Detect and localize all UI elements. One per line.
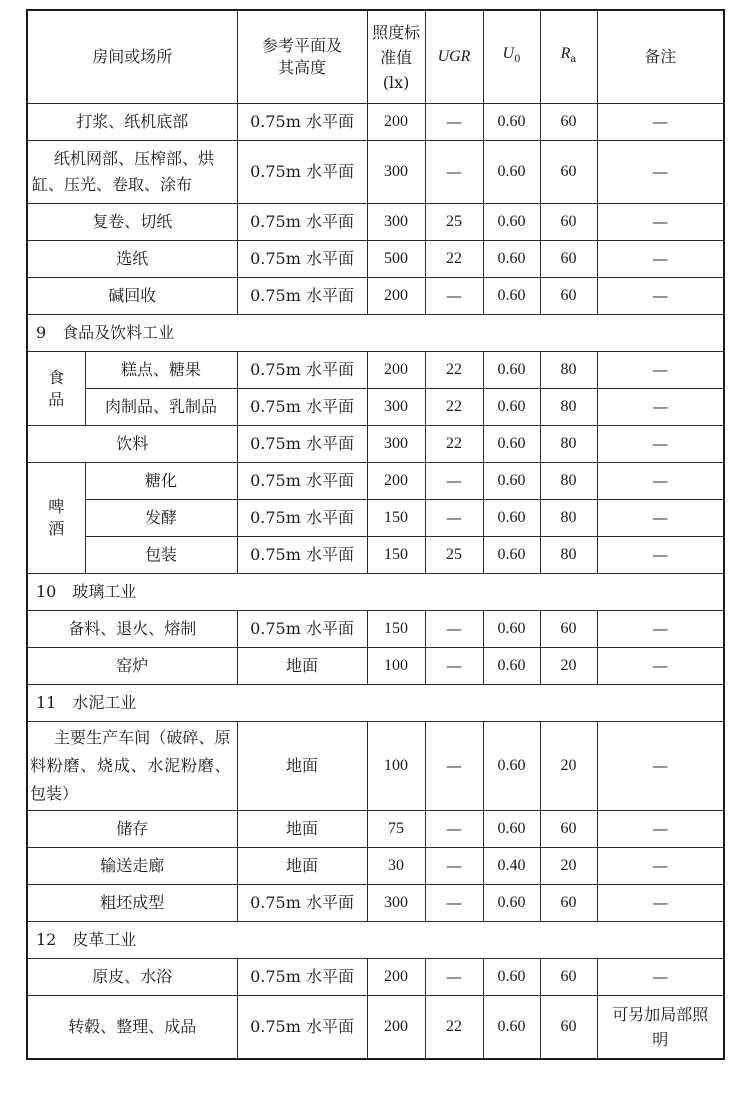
u0-value: 0.60 [483,104,540,141]
lux-value: 30 [367,848,425,885]
remark-value: — [597,648,724,685]
ra-value: 20 [540,648,597,685]
header-room: 房间或场所 [27,10,237,104]
u0-value: 0.60 [483,959,540,996]
lux-value: 500 [367,241,425,278]
table-row [27,204,724,241]
ra-value: 60 [540,959,597,996]
table-row [27,500,724,537]
lux-value: 75 [367,811,425,848]
room-name: 发酵 [85,500,237,537]
lux-value: 300 [367,204,425,241]
ugr-value: — [425,141,483,204]
ra-value: 80 [540,500,597,537]
lux-value: 300 [367,389,425,426]
ugr-value: — [425,104,483,141]
header-ra: $R_a$ [540,10,597,104]
ugr-value: 25 [425,204,483,241]
ra-value: 20 [540,848,597,885]
ugr-value: 22 [425,996,483,1060]
lux-value: 200 [367,959,425,996]
lux-value: 100 [367,722,425,811]
remark-value: — [597,241,724,278]
lux-value: 150 [367,611,425,648]
header-ref-plane: 参考平面及其高度 [237,10,367,104]
remark-value: — [597,104,724,141]
section-row [27,922,724,959]
table-row [27,389,724,426]
u0-value: 0.60 [483,537,540,574]
section-heading: 11 水泥工业 [27,685,724,722]
u0-value: 0.60 [483,611,540,648]
ref-plane: 0.75m 水平面 [237,885,367,922]
u0-value: 0.40 [483,848,540,885]
header-lux-standard: 照度标准值(lx) [367,10,425,104]
ugr-value: — [425,811,483,848]
header-ugr: UGR [425,10,483,104]
table-row [27,648,724,685]
table-row [27,885,724,922]
section-row [27,315,724,352]
ra-value: 60 [540,811,597,848]
ra-value: 60 [540,141,597,204]
ra-value: 80 [540,389,597,426]
header-u0: $U_0$ [483,10,540,104]
ref-plane: 0.75m 水平面 [237,141,367,204]
ra-value: 60 [540,278,597,315]
ra-value: 60 [540,611,597,648]
remark-value: 可另加局部照明 [597,996,724,1060]
remark-value: — [597,500,724,537]
remark-value: — [597,885,724,922]
ref-plane: 0.75m 水平面 [237,104,367,141]
table-row [27,278,724,315]
ugr-value: — [425,278,483,315]
lux-value: 300 [367,885,425,922]
ref-plane: 0.75m 水平面 [237,426,367,463]
ref-plane: 0.75m 水平面 [237,959,367,996]
table-row [27,848,724,885]
remark-value: — [597,611,724,648]
table-row [27,611,724,648]
room-name: 主要生产车间（破碎、原料粉磨、烧成、水泥粉磨、包装） [27,722,237,811]
ref-plane: 地面 [237,722,367,811]
ugr-value: — [425,959,483,996]
ugr-value: 22 [425,241,483,278]
ref-plane: 地面 [237,848,367,885]
ra-value: 60 [540,885,597,922]
u0-value: 0.60 [483,241,540,278]
remark-value: — [597,278,724,315]
lux-value: 200 [367,278,425,315]
ref-plane: 0.75m 水平面 [237,241,367,278]
u0-value: 0.60 [483,352,540,389]
room-name: 备料、退火、熔制 [27,611,237,648]
table-row [27,959,724,996]
lux-value: 200 [367,352,425,389]
table-row [27,537,724,574]
u0-value: 0.60 [483,141,540,204]
ugr-value: 25 [425,537,483,574]
u0-value: 0.60 [483,648,540,685]
remark-value: — [597,352,724,389]
ref-plane: 0.75m 水平面 [237,389,367,426]
u0-value: 0.60 [483,278,540,315]
lux-value: 200 [367,104,425,141]
room-name: 包装 [85,537,237,574]
group-label-beer: 啤酒 [27,463,85,574]
room-name: 原皮、水浴 [27,959,237,996]
ugr-value: — [425,648,483,685]
ref-plane: 0.75m 水平面 [237,352,367,389]
table-row [27,996,724,1060]
lux-value: 100 [367,648,425,685]
remark-value: — [597,722,724,811]
remark-value: — [597,848,724,885]
table-row [27,426,724,463]
remark-value: — [597,959,724,996]
table-row [27,241,724,278]
room-name: 饮料 [27,426,237,463]
ra-value: 80 [540,426,597,463]
u0-value: 0.60 [483,996,540,1060]
lux-value: 200 [367,996,425,1060]
ra-value: 60 [540,996,597,1060]
ugr-value: 22 [425,426,483,463]
header-row [27,10,724,104]
section-heading: 12 皮革工业 [27,922,724,959]
remark-value: — [597,141,724,204]
remark-value: — [597,811,724,848]
remark-value: — [597,204,724,241]
section-heading: 9 食品及饮料工业 [27,315,724,352]
ra-value: 80 [540,537,597,574]
table-row [27,104,724,141]
ugr-value: — [425,611,483,648]
u0-value: 0.60 [483,389,540,426]
u0-value: 0.60 [483,463,540,500]
ref-plane: 地面 [237,811,367,848]
room-name: 复卷、切纸 [27,204,237,241]
section-row [27,574,724,611]
ref-plane: 0.75m 水平面 [237,463,367,500]
room-name: 打浆、纸机底部 [27,104,237,141]
ref-plane: 0.75m 水平面 [237,204,367,241]
ra-value: 60 [540,104,597,141]
section-heading: 10 玻璃工业 [27,574,724,611]
u0-value: 0.60 [483,885,540,922]
room-name: 糕点、糖果 [85,352,237,389]
room-name: 窑炉 [27,648,237,685]
ugr-value: — [425,885,483,922]
lux-value: 150 [367,500,425,537]
table-row [27,352,724,389]
ra-value: 60 [540,204,597,241]
illuminance-standards-table [26,9,725,1060]
table-row [27,722,724,811]
lux-value: 300 [367,426,425,463]
lux-value: 300 [367,141,425,204]
room-name: 纸机网部、压榨部、烘缸、压光、卷取、涂布 [27,141,237,204]
room-name: 选纸 [27,241,237,278]
ref-plane: 0.75m 水平面 [237,500,367,537]
section-row [27,685,724,722]
remark-value: — [597,426,724,463]
lux-value: 200 [367,463,425,500]
u0-value: 0.60 [483,500,540,537]
ra-value: 60 [540,241,597,278]
ref-plane: 0.75m 水平面 [237,996,367,1060]
table-row [27,463,724,500]
remark-value: — [597,537,724,574]
header-remark: 备注 [597,10,724,104]
table-row [27,811,724,848]
ra-value: 80 [540,463,597,500]
room-name: 粗坯成型 [27,885,237,922]
ref-plane: 0.75m 水平面 [237,537,367,574]
ra-value: 20 [540,722,597,811]
ugr-value: 22 [425,389,483,426]
room-name: 肉制品、乳制品 [85,389,237,426]
room-name: 储存 [27,811,237,848]
room-name: 糖化 [85,463,237,500]
group-label-food: 食品 [27,352,85,426]
room-name: 转毂、整理、成品 [27,996,237,1060]
room-name: 输送走廊 [27,848,237,885]
ugr-value: — [425,463,483,500]
u0-value: 0.60 [483,204,540,241]
room-name: 碱回收 [27,278,237,315]
remark-value: — [597,389,724,426]
remark-value: — [597,463,724,500]
ugr-value: 22 [425,352,483,389]
table-row [27,141,724,204]
ugr-value: — [425,848,483,885]
ref-plane: 0.75m 水平面 [237,611,367,648]
ref-plane: 地面 [237,648,367,685]
ugr-value: — [425,722,483,811]
ra-value: 80 [540,352,597,389]
u0-value: 0.60 [483,722,540,811]
ref-plane: 0.75m 水平面 [237,278,367,315]
u0-value: 0.60 [483,811,540,848]
lux-value: 150 [367,537,425,574]
ugr-value: — [425,500,483,537]
u0-value: 0.60 [483,426,540,463]
